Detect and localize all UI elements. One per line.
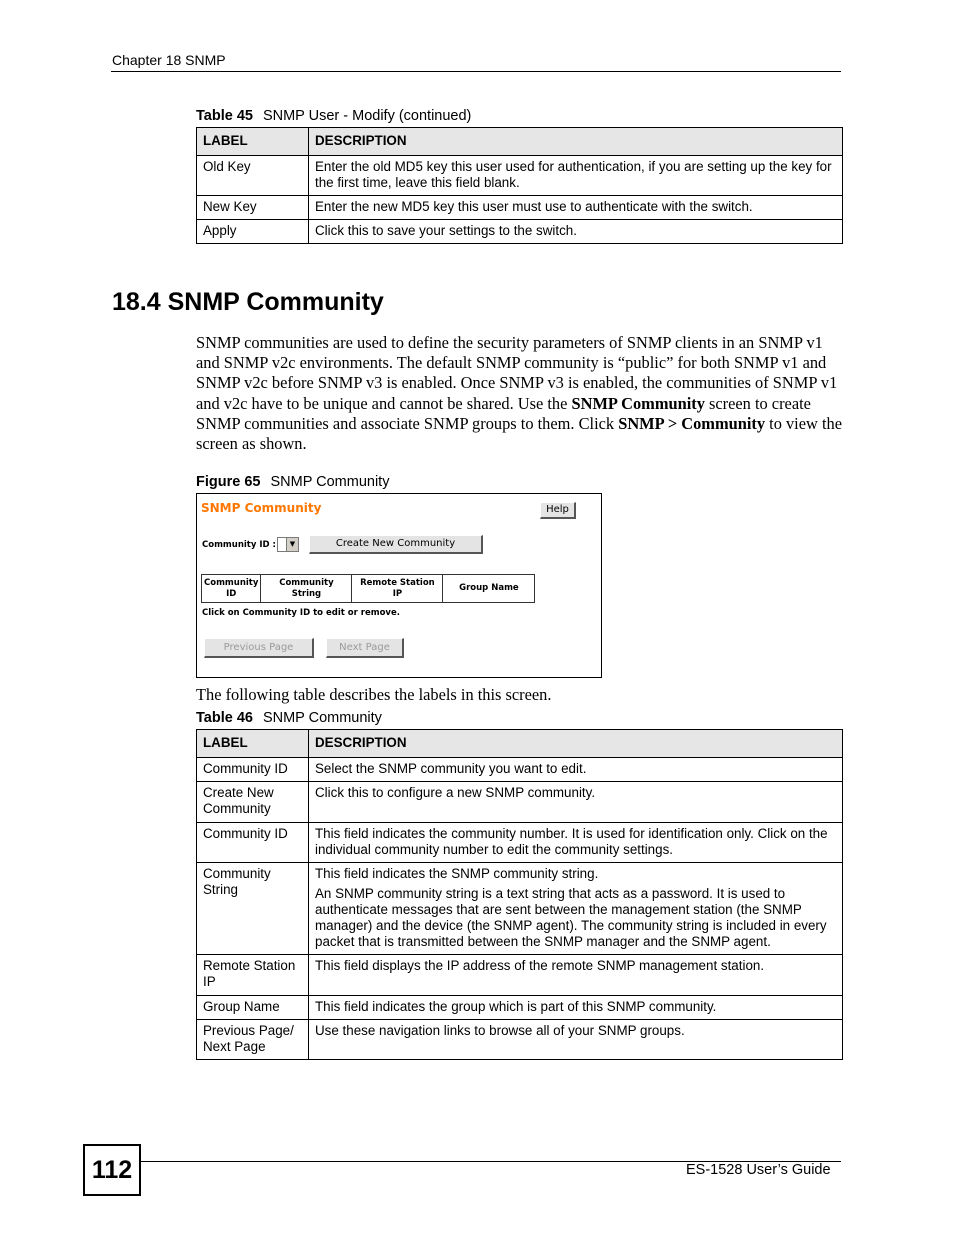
row-description-line-1: This field indicates the SNMP community string. xyxy=(315,866,599,881)
page-number: 112 xyxy=(83,1144,141,1196)
table46-caption-label: Table 46 xyxy=(196,710,253,726)
header-rule xyxy=(111,71,841,72)
row-description: This field indicates the group which is part of this SNMP community. xyxy=(309,996,843,1020)
table-row xyxy=(197,220,843,244)
section-title: 18.4 SNMP Community xyxy=(112,288,384,316)
table45-caption-title: SNMP User - Modify (continued) xyxy=(262,108,472,124)
para-bold-2: SNMP > Community xyxy=(618,413,766,433)
table-row xyxy=(197,782,843,823)
figure65-caption-label: Figure 65 xyxy=(196,474,261,490)
table46-caption xyxy=(196,710,382,726)
table-row xyxy=(197,823,843,863)
row-label: Community String xyxy=(197,863,309,955)
column-header-description: DESCRIPTION xyxy=(309,730,843,758)
next-page-button[interactable]: Next Page xyxy=(326,638,404,658)
table45-caption-label: Table 45 xyxy=(196,108,253,124)
table-header-row xyxy=(197,730,843,758)
edit-hint: Click on Community ID to edit or remove. xyxy=(202,608,400,618)
table-row xyxy=(197,1020,843,1060)
column-header-community-string: Community String xyxy=(261,575,352,603)
table45 xyxy=(196,127,843,244)
table-row xyxy=(197,196,843,220)
row-label: Community ID xyxy=(197,758,309,782)
para-bold-1: SNMP Community xyxy=(571,393,705,413)
column-header-group-name: Group Name xyxy=(443,575,535,603)
chapter-header: Chapter 18 SNMP xyxy=(112,52,226,68)
column-header-remote-station-ip: Remote Station IP xyxy=(352,575,443,603)
community-id-select[interactable] xyxy=(277,537,299,552)
row-label: Remote Station IP xyxy=(197,955,309,996)
row-description xyxy=(309,863,843,955)
column-header-label: LABEL xyxy=(197,128,309,156)
table-row xyxy=(197,955,843,996)
row-label: Apply xyxy=(197,220,309,244)
chevron-down-icon: ▼ xyxy=(286,538,298,551)
row-label: Create New Community xyxy=(197,782,309,823)
table-header-row xyxy=(197,128,843,156)
screen-title: SNMP Community xyxy=(201,501,322,515)
para-text-3: to view the screen as shown. xyxy=(196,413,842,454)
row-label: Old Key xyxy=(197,156,309,196)
row-description: Enter the new MD5 key this user must use to authenticate with the switch. xyxy=(309,196,843,220)
column-header-community-id: Community ID xyxy=(202,575,261,603)
figure65-caption xyxy=(196,474,389,490)
column-header-label: LABEL xyxy=(197,730,309,758)
guide-title: ES-1528 User’s Guide xyxy=(686,1162,831,1178)
row-label: New Key xyxy=(197,196,309,220)
table46-caption-title: SNMP Community xyxy=(262,710,382,726)
table46 xyxy=(196,729,843,1060)
following-text: The following table describes the labels in this screen. xyxy=(196,685,552,704)
row-description: Click this to save your settings to the switch. xyxy=(309,220,843,244)
table-row xyxy=(197,996,843,1020)
figure65-caption-title: SNMP Community xyxy=(270,474,390,490)
previous-page-button[interactable]: Previous Page xyxy=(204,638,314,658)
para-text-1: SNMP communities are used to define the security parameters of SNMP clients in an SNMP v1 and SNMP v2c environments. The default SNMP community is “public” for both SNMP v1 and SNMP v2c before SNMP v3 is enabled. Once SNMP v3 is enabled, the communities of SNMP v1 and v2c have to be unique and cannot be shared. Use the xyxy=(196,333,838,413)
para-text-2: screen to create SNMP communities and associate SNMP groups to them. Click xyxy=(196,393,811,433)
column-header-description: DESCRIPTION xyxy=(309,128,843,156)
row-label: Group Name xyxy=(197,996,309,1020)
create-new-community-button[interactable]: Create New Community xyxy=(309,535,483,554)
row-label: Previous Page/ Next Page xyxy=(197,1020,309,1060)
table-row xyxy=(197,863,843,955)
table-header-row xyxy=(202,575,535,603)
help-button[interactable]: Help xyxy=(540,502,576,519)
snmp-community-screenshot xyxy=(196,493,602,678)
community-id-label: Community ID : xyxy=(202,540,276,550)
row-description-line-2: An SNMP community string is a text string that acts as a password. It is used to authenticate messages that are sent between the management station (the SNMP manager) and the device (the SNMP agent). The community string is included in every packet that is transmitted between the SNMP manager and the SNMP agent. xyxy=(315,886,827,949)
row-description: Click this to configure a new SNMP community. xyxy=(309,782,843,823)
table-row xyxy=(197,758,843,782)
section-paragraph xyxy=(196,333,844,454)
row-label: Community ID xyxy=(197,823,309,863)
table-row xyxy=(197,156,843,196)
row-description: This field indicates the community number. It is used for identification only. Click on the individual community number to edit the community settings. xyxy=(309,823,843,863)
table45-caption xyxy=(196,108,471,124)
row-description: Select the SNMP community you want to edit. xyxy=(309,758,843,782)
row-description: Use these navigation links to browse all of your SNMP groups. xyxy=(309,1020,843,1060)
row-description: Enter the old MD5 key this user used for authentication, if you are setting up the key for the first time, leave this field blank. xyxy=(309,156,843,196)
community-list-table xyxy=(201,574,535,603)
row-description: This field displays the IP address of the remote SNMP management station. xyxy=(309,955,843,996)
